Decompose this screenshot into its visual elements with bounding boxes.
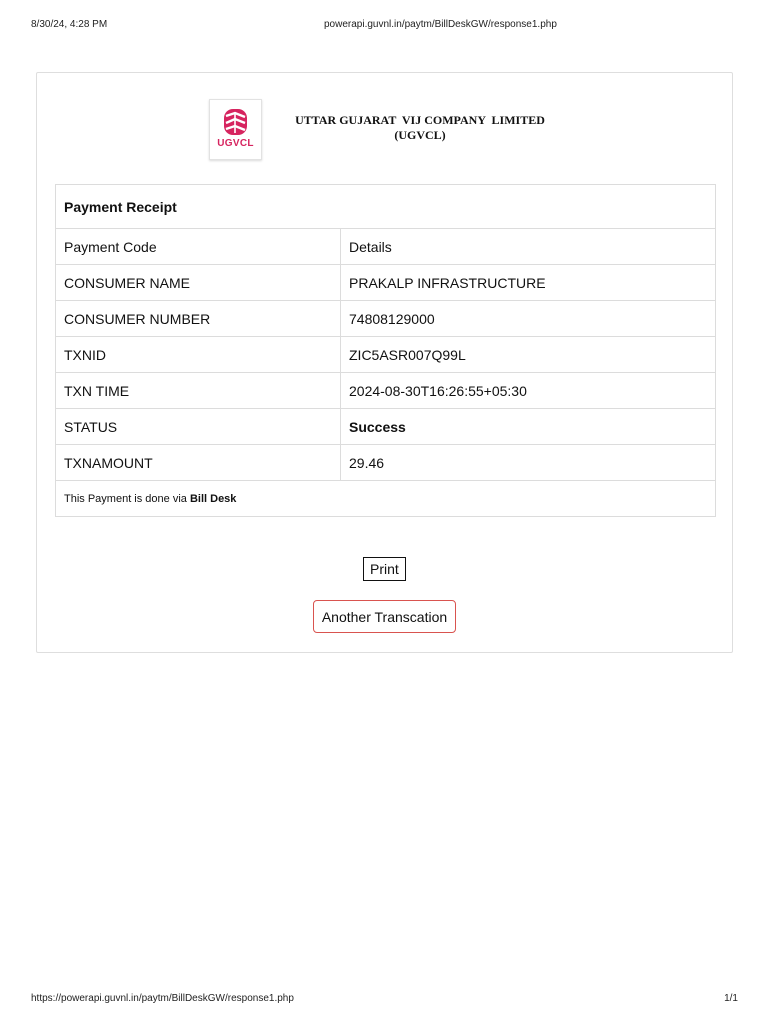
- receipt-table: [55, 184, 716, 517]
- row-label: STATUS: [56, 409, 341, 445]
- receipt-title: Payment Receipt: [56, 185, 716, 229]
- row-label: TXNID: [56, 337, 341, 373]
- print-header-url: powerapi.guvnl.in/paytm/BillDeskGW/response1.php: [324, 19, 557, 30]
- print-footer-url: https://powerapi.guvnl.in/paytm/BillDeskGW/response1.php: [31, 993, 294, 1004]
- row-label: CONSUMER NUMBER: [56, 301, 341, 337]
- logo-text: UGVCL: [217, 138, 254, 149]
- print-datetime: 8/30/24, 4:28 PM: [31, 19, 108, 30]
- payment-note-row: [56, 481, 716, 517]
- header-details: Details: [341, 229, 716, 265]
- table-row: [56, 409, 716, 445]
- company-name: UTTAR GUJARAT VIJ COMPANY LIMITED (UGVCL): [295, 113, 545, 142]
- row-label: CONSUMER NAME: [56, 265, 341, 301]
- row-label: TXN TIME: [56, 373, 341, 409]
- ugvcl-logo: [209, 99, 262, 160]
- note-prefix: This Payment is done via: [64, 492, 190, 505]
- print-header: [31, 19, 738, 33]
- page-number: 1/1: [724, 993, 738, 1004]
- row-value: 29.46: [341, 445, 716, 481]
- status-value: Success: [341, 409, 716, 445]
- table-row: [56, 373, 716, 409]
- table-row: [56, 445, 716, 481]
- note-gateway: Bill Desk: [189, 492, 237, 505]
- table-row: [56, 301, 716, 337]
- row-value: ZIC5ASR007Q99L: [341, 337, 716, 373]
- row-value: PRAKALP INFRASTRUCTURE: [341, 265, 716, 301]
- payment-note: [56, 481, 716, 517]
- company-header: [209, 99, 565, 161]
- ugvcl-emblem-icon: [220, 108, 251, 136]
- print-footer: [31, 993, 738, 1007]
- row-value: 2024-08-30T16:26:55+05:30: [341, 373, 716, 409]
- row-value: 74808129000: [341, 301, 716, 337]
- receipt-card: [36, 72, 733, 653]
- table-row: [56, 337, 716, 373]
- receipt-title-row: [56, 185, 716, 229]
- print-button[interactable]: Print: [363, 557, 406, 581]
- table-header-row: [56, 229, 716, 265]
- another-transaction-button[interactable]: Another Transcation: [313, 600, 456, 633]
- table-row: [56, 265, 716, 301]
- header-payment-code: Payment Code: [56, 229, 341, 265]
- row-label: TXNAMOUNT: [56, 445, 341, 481]
